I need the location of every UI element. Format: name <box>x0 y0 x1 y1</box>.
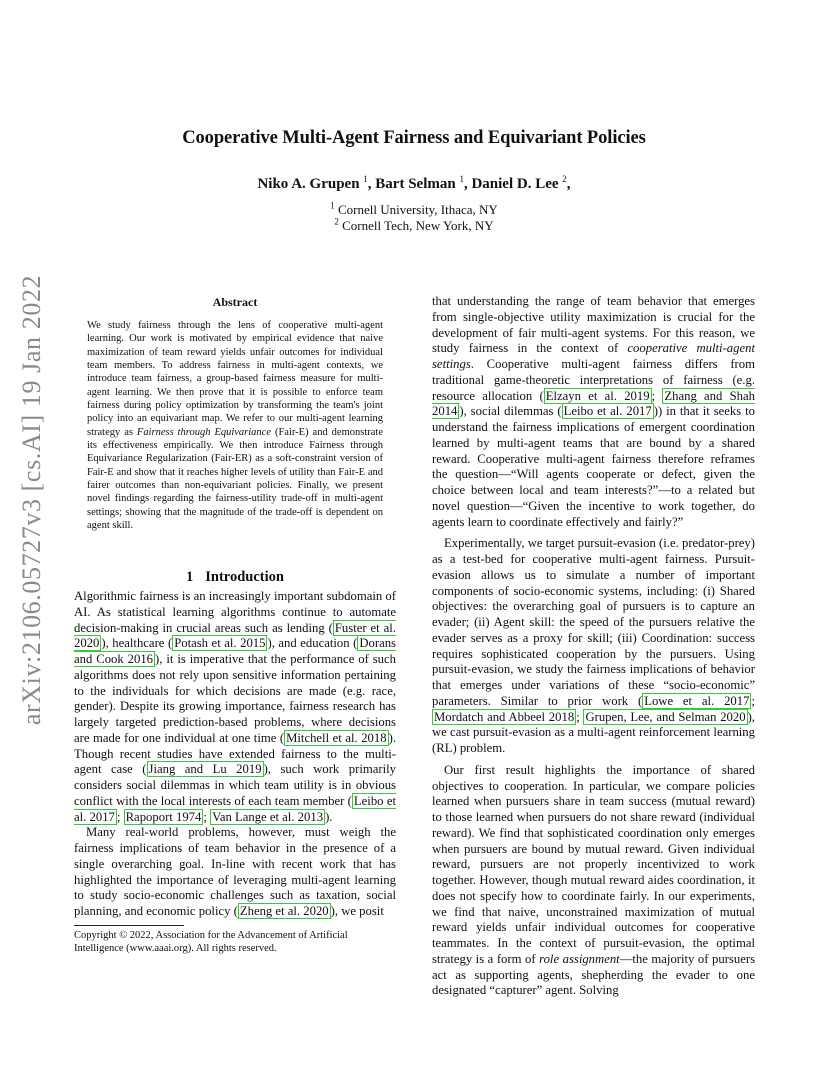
citation-link[interactable]: Zhang and Shah 2014 <box>432 388 755 419</box>
text-run: ; <box>576 709 584 724</box>
paper-title: Cooperative Multi-Agent Fairness and Equivariant Policies <box>182 128 646 148</box>
citation-link[interactable]: Elzayn et al. 2019 <box>545 388 650 403</box>
paragraph <box>74 589 396 825</box>
footnote-rule <box>74 925 184 926</box>
text-run: (Fair-E) and demonstrate its effectiveness empirically. We then introduce Fairness through Equivariance Regularization (Fair-ER) as a soft-constraint version of Fair-E and show that it reaches higher levels of utility than Fair-E and fairer outcomes than non-equivariant policies. Finally, we present novel findings regarding the fairness-utility trade-off in multi-agent settings; showing that the magnitude of the trade-off is dependent on agent skill. <box>87 426 383 532</box>
citation-link[interactable]: Leibo et al. 2017 <box>563 404 652 419</box>
abstract-heading: Abstract <box>212 295 258 309</box>
text-run: ; <box>751 693 755 708</box>
text-run: ), we posit <box>330 904 384 918</box>
paragraph <box>432 294 755 530</box>
citation-link[interactable]: Dorans and Cook 2016 <box>74 636 396 666</box>
citation-link[interactable]: Jiang and Lu 2019 <box>148 762 262 777</box>
text-run: We study fairness through the lens of cooperative multi-agent learning. Our work is motivated by empirical evidence that naive maximization of team reward yields unfair outcomes for individual team members. To address fairness in multi-agent contexts, we introduce team fairness, a group-based fairness measure for multi-agent learning. We then prove that it is possible to enforce team fairness during policy optimization by transforming the team's joint policy into an equivariant map. We refer to our multi-agent learning strategy as <box>87 320 383 438</box>
text-run: ; <box>651 388 663 403</box>
copyright-footnote: Copyright © 2022, Association for the Advancement of Artificial Intelligence (www.aaai.org). All rights reserved. <box>74 930 348 955</box>
author: Daniel D. Lee $^2$, <box>471 174 571 192</box>
text-run: Many real-world problems, however, must weigh the fairness implications of team behavior in the presence of a single overarching goal. In-line with recent work that has highlighted the importance of leveraging multi-agent learning to study socio-economic challenges such as taxation, social planning, and economic policy ( <box>74 825 396 918</box>
affiliation: $^1$ Cornell University, Ithaca, NY <box>330 200 498 217</box>
arxiv-stamp: arXiv:2106.05727v3 [cs.AI] 19 Jan 2022 <box>17 274 46 726</box>
citation-link[interactable]: Van Lange et al. 2013 <box>212 809 324 824</box>
author: Bart Selman $^1$, <box>375 174 472 192</box>
citation-link[interactable]: Rapoport 1974 <box>125 809 202 824</box>
text-run: ; <box>203 809 211 824</box>
emphasis-text: Fairness through Equivariance <box>136 426 272 438</box>
left-column <box>74 589 396 920</box>
citation-link[interactable]: Leibo et al. 2017 <box>74 793 396 824</box>
citation-link[interactable]: Fuster et al. 2020 <box>74 620 396 651</box>
paragraph <box>432 763 755 999</box>
emphasis-text: cooperative multi-agent settings <box>432 341 755 371</box>
abstract-text <box>87 319 383 533</box>
text-run: ). <box>325 809 333 824</box>
citation-link[interactable]: Zheng et al. 2020 <box>239 904 329 918</box>
text-run: ), such work primarily considers social dilemmas in which team utility is in obvious conflict with the local interests of each team member ( <box>74 762 396 808</box>
citation-link[interactable]: Mordatch and Abbeel 2018 <box>434 709 575 724</box>
author: Niko A. Grupen $^1$, <box>257 174 376 192</box>
right-column <box>432 294 755 999</box>
text-run: Algorithmic fairness is an increasingly important subdomain of AI. As statistical learning algorithms continue to automate decision-making in crucial areas such as lending ( <box>74 589 396 635</box>
text-run: ), we cast pursuit-evasion as a multi-agent reinforcement learning (RL) problem. <box>432 709 755 755</box>
paragraph <box>74 825 396 920</box>
text-run: ), social dilemmas ( <box>459 404 562 419</box>
text-run: Experimentally, we target pursuit-evasion (i.e. predator-prey) as a test-bed for cooperative multi-agent fairness. Pursuit-evasion allows us to simulate a number of important components of socio-economic systems, including: (i) Shared objectives: the overarching goal of pursuers is to capture an evader; (ii) Agent skill: the speed of the pursuers relative the evader serves as a proxy for skill; (iii) Coordination: success requires sophisticated cooperation by the pursuers. Using pursuit-evasion, we study the fairness implications of behavior that emerges under variations of these “socio-economic” parameters. Similar to prior work ( <box>432 536 755 708</box>
citation-link[interactable]: Lowe et al. 2017 <box>644 693 750 708</box>
text-run: ; <box>116 809 124 824</box>
text-run: Our first result highlights the importance of shared objectives to cooperation. In particular, we compare policies learned when pursuers share in team success (mutual reward) to those learned when pursuers do not share reward (individual reward). We find that sophisticated coordination only emerges when pursuers are bound by mutual reward. Given individual reward, pursuers are not properly incentivized to work together. However, though mutual reward aides coordination, it does not specify how to coordinate fairly. In our experiments, we find that naive, unconstrained maximization of mutual reward yields unfair individual outcomes for cooperative teammates. In the context of pursuit-evasion, the optimal strategy is a form of <box>432 762 755 966</box>
affiliation: $^2$ Cornell Tech, New York, NY <box>334 216 494 233</box>
text-run: ), healthcare ( <box>101 636 173 651</box>
text-run: ). Though recent studies have extended fairness to the multi-agent case ( <box>74 730 396 777</box>
text-run: that understanding the range of team behavior that emerges from single-objective utility maximization is crucial for the development of fair multi-agent systems. For this reason, we study fairness in the context of <box>432 294 755 356</box>
text-run: )) in that it seeks to understand the fairness implications of emergent coordination learned by multi-agent teams that are bound by a shared reward. Cooperative multi-agent fairness therefore reframes the question—“Will agents cooperate or defect, given the choice between local and team interests?”—to a related but novel question—“Given the incentive to work together, do agents learn to coordinate effectively and fairly?” <box>432 404 755 529</box>
text-run: ), and education ( <box>267 636 358 651</box>
text-run: . Cooperative multi-agent fairness differs from traditional game-theoretic interpretations of fairness (e.g. resource allocation ( <box>432 357 755 403</box>
section-heading: 1 Introduction <box>186 569 284 585</box>
citation-link[interactable]: Grupen, Lee, and Selman 2020 <box>585 709 746 724</box>
text-run: —the majority of pursuers act as supporting agents, shepherding the evader to one designated “capturer” agent. Solving <box>432 951 756 998</box>
author-list <box>0 176 828 193</box>
emphasis-text: role assignment <box>539 951 620 966</box>
text-run: ), it is imperative that the performance of such algorithms does not rely upon sensitive information pertaining to the individuals for which decisions are made (e.g. race, gender). Despite its growing importance, fairness research has largely targeted prediction-based problems, where decisions are made for one individual at one time ( <box>74 652 396 745</box>
citation-link[interactable]: Potash et al. 2015 <box>174 636 266 651</box>
citation-link[interactable]: Mitchell et al. 2018 <box>286 730 387 745</box>
paragraph <box>432 536 755 757</box>
